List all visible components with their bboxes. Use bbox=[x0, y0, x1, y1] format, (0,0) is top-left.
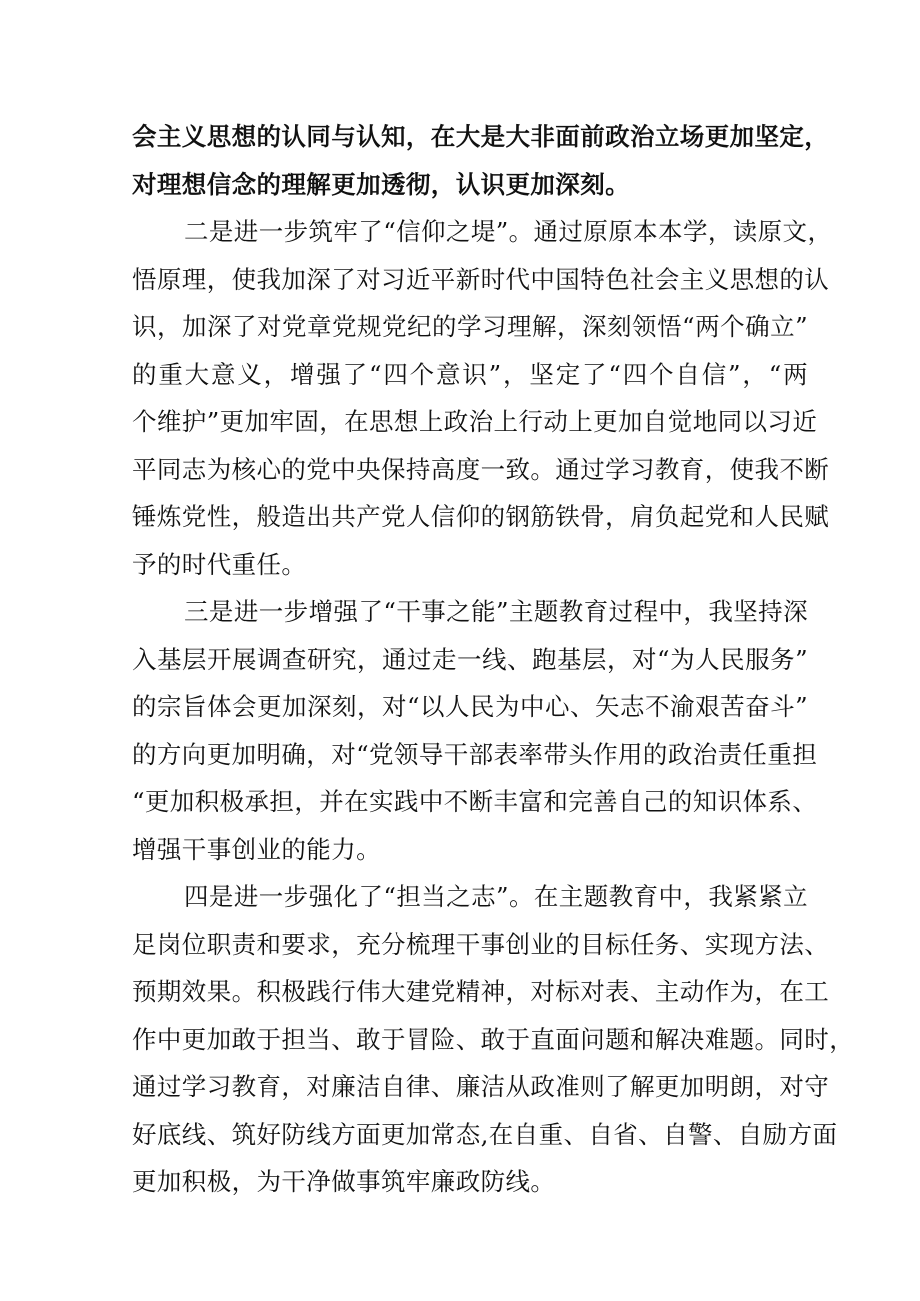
paragraph-faith bbox=[132, 208, 833, 588]
text-line: 入基层开展调查研究，通过走一线、跑基层，对“为人民服务” bbox=[132, 644, 808, 674]
text-line: 好底线、筑好防线方面更加常态,在自重、自省、自警、自励方面 bbox=[132, 1119, 838, 1149]
text-line: 四是进一步强化了“担当之志”。在主题教育中，我紧紧立 bbox=[184, 882, 808, 911]
document-body bbox=[132, 113, 855, 1206]
text-line: 通过学习教育，对廉洁自律、廉洁从政准则了解更加明朗，对守 bbox=[132, 1072, 830, 1101]
text-line: 锤炼党性，般造出共产党人信仰的钢筋铁骨，肩负起党和人民赋 bbox=[132, 502, 830, 531]
text-line: “更加积极承担，并在实践中不断丰富和完善自己的知识体系、 bbox=[132, 787, 818, 816]
text-line: 会主义思想的认同与认知，在大是大非面前政治立场更加坚定， bbox=[132, 122, 830, 151]
text-line: 足岗位职责和要求，充分梳理干事创业的目标任务、实现方法、 bbox=[132, 929, 830, 959]
text-line: 作中更加敢于担当、敢于冒险、敢于直面问题和解决难题。同时， bbox=[132, 1024, 855, 1054]
text-line: 悟原理，使我加深了对习近平新时代中国特色社会主义思想的认 bbox=[132, 264, 830, 294]
text-line: 预期效果。积极践行伟大建党精神，对标对表、主动作为，在工 bbox=[132, 977, 830, 1006]
text-line: 的方向更加明确，对“党领导干部表率带头作用的政治责任重担 bbox=[132, 739, 818, 769]
text-line: 增强干事创业的能力。 bbox=[132, 834, 381, 864]
paragraph-responsibility bbox=[132, 873, 855, 1206]
text-line: 三是进一步增强了“干事之能”主题教育过程中，我坚持深 bbox=[184, 597, 808, 626]
text-line: 予的时代重任。 bbox=[132, 549, 307, 579]
text-line: 的重大意义，增强了“四个意识”，坚定了“四个自信”，“两 bbox=[132, 359, 808, 389]
text-line: 对理想信念的理解更加透彻，认识更加深刻。 bbox=[132, 169, 630, 199]
text-line: 个维护”更加牢固，在思想上政治上行动上更加自觉地同以习近 bbox=[132, 407, 818, 436]
text-line: 更加积极，为干净做事筑牢廉政防线。 bbox=[132, 1167, 556, 1196]
text-line: 识，加深了对党章党规党纪的学习理解，深刻领悟“两个确立” bbox=[132, 312, 808, 341]
text-line: 的宗旨体会更加深刻，对“以人民为中心、矢志不渝艰苦奋斗” bbox=[132, 692, 808, 721]
text-line: 平同志为核心的党中央保持高度一致。通过学习教育，使我不断 bbox=[132, 454, 830, 484]
paragraph-ability bbox=[132, 588, 818, 873]
text-line: 二是进一步筑牢了“信仰之堤”。通过原原本本学，读原文， bbox=[184, 217, 833, 246]
paragraph-continuation bbox=[132, 113, 830, 208]
